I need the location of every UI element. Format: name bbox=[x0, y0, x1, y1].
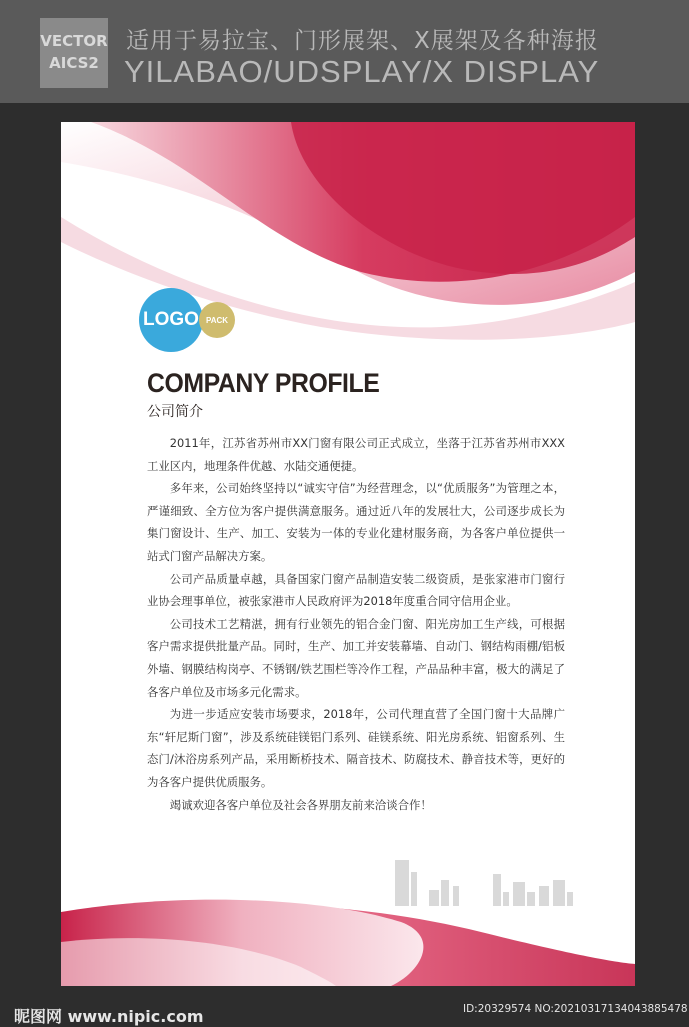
badge-line1: VECTOR bbox=[40, 32, 108, 50]
paragraph: 公司产品质量卓越，具备国家门窗产品制造安装二级资质，是张家港市门窗行业协会理事单位，被张家港市人民政府评为2018年度重合同守信用企业。 bbox=[147, 571, 565, 609]
paragraph: 公司技术工艺精湛，拥有行业领先的铝合金门窗、阳光房加工生产线，可根据客户需求提供批量产品。同时，生产、加工并安装幕墙、自动门、钢结构雨棚/铝板外墙、钢膜结构岗亭、不锈钢/铁艺围栏等冷作工程，产品品种丰富，极大的满足了各客户单位及市场多元化需求。 bbox=[147, 616, 565, 699]
paragraph: 多年来，公司始终坚持以“诚实守信”为经营理念，以“优质服务”为管理之本，严谨细致、全方位为客户提供满意服务。通过近八年的发展壮大，公司逐步成长为集门窗设计、生产、加工、安装为一体的专业化建材服务商，为各客户单位提供一站式门窗产品解决方案。 bbox=[147, 481, 565, 563]
paragraph: 2011年，江苏省苏州市XX门窗有限公司正式成立，坐落于江苏省苏州市XXX工业区内，地理条件优越、水陆交通便捷。 bbox=[147, 436, 565, 473]
page-title: COMPANY PROFILE bbox=[147, 368, 380, 398]
watermark-site: 昵图网 www.nipic.com bbox=[14, 1007, 204, 1026]
profile-body bbox=[147, 432, 565, 816]
paragraph: 竭诚欢迎各客户单位及社会各界朋友前来洽谈合作！ bbox=[169, 797, 432, 812]
paragraph: 为进一步适应安装市场要求，2018年，公司代理直营了全国门窗十大品牌广东“轩尼斯门窗”，涉及系统硅镁铝门系列、硅镁系统、阳光房系统、铝窗系列、生态门/沐浴房系列产品，采用断桥技术、隔音技术、防腐技术、静音技术等，更好的为各客户提供优质服务。 bbox=[147, 707, 565, 789]
banner-usage-text: 适用于易拉宝、门形展架、X展架及各种海报 bbox=[126, 28, 599, 54]
top-banner bbox=[0, 0, 689, 103]
watermark-id: ID:20329574 NO:20210317134043885478 bbox=[463, 1003, 688, 1015]
page-subtitle: 公司简介 bbox=[147, 404, 203, 420]
banner-display-text: YILABAO/UDSPLAY/X DISPLAY bbox=[124, 54, 600, 89]
logo-badge: PACK bbox=[199, 302, 235, 338]
poster bbox=[61, 122, 635, 986]
skyline-icon bbox=[395, 860, 573, 906]
logo: LOGO bbox=[139, 288, 203, 352]
badge-line2: AICS2 bbox=[49, 54, 99, 72]
vector-badge bbox=[40, 18, 108, 88]
